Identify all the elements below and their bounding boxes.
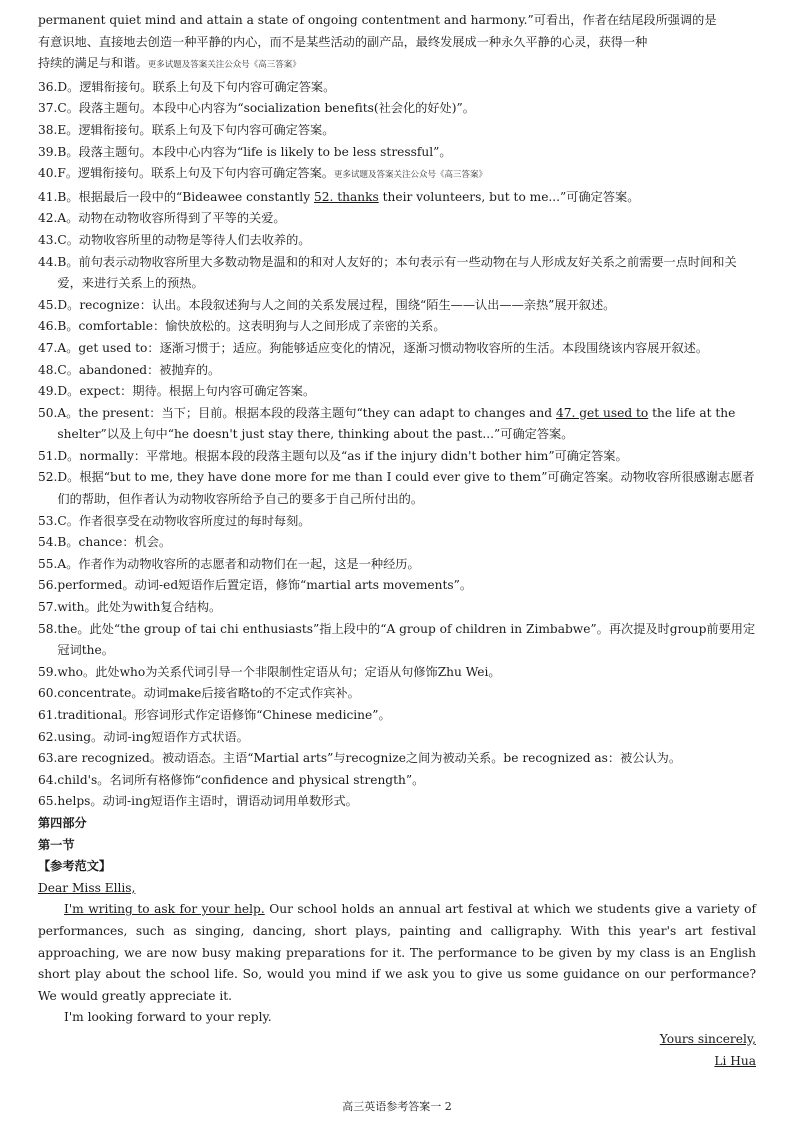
answer-explanation bbox=[57, 381, 756, 403]
answer-item bbox=[38, 619, 756, 662]
answer-item bbox=[38, 662, 756, 684]
answer-explanation bbox=[57, 360, 756, 382]
answer-underlined-quote: 52. thanks bbox=[313, 189, 379, 204]
answer-explanation bbox=[57, 187, 756, 209]
promo-note: 更多试题及答案关注公众号《高三答案》 bbox=[147, 60, 301, 71]
answer-item bbox=[38, 77, 756, 99]
answer-explanation bbox=[57, 252, 756, 295]
answer-text-pre: A。the present：当下；目前。根据本段的段落主题句“they can adapt to changes and bbox=[57, 405, 556, 420]
letter-greeting bbox=[38, 878, 756, 900]
answer-item bbox=[38, 532, 756, 554]
answer-text: F。逻辑衔接句。联系上句及下句内容可确定答案。 bbox=[57, 166, 334, 181]
answer-text: B。段落主题句。本段中心内容为“life is likely to be less stressful”。 bbox=[57, 144, 452, 159]
answer-item bbox=[38, 791, 756, 813]
answer-explanation bbox=[57, 98, 756, 120]
answer-explanation bbox=[57, 554, 756, 576]
answer-explanation bbox=[57, 511, 756, 533]
answer-item bbox=[38, 187, 756, 209]
answer-text: D。逻辑衔接句。联系上句及下句内容可确定答案。 bbox=[57, 79, 336, 94]
answer-underlined-quote: 47. get used to bbox=[555, 405, 649, 420]
answer-explanation bbox=[57, 230, 756, 252]
answer-number: 62. bbox=[38, 729, 58, 744]
answer-text: performed。动词-ed短语作后置定语，修饰“martial arts movements”。 bbox=[57, 578, 473, 593]
answer-explanation bbox=[57, 532, 756, 554]
answer-text: C。abandoned：被抛弃的。 bbox=[57, 362, 221, 377]
answer-number: 40. bbox=[38, 166, 58, 181]
answer-item bbox=[38, 360, 756, 382]
answer-item bbox=[38, 316, 756, 338]
answer-explanation bbox=[57, 142, 756, 164]
letter-body-text: Our school holds an annual art festival at which we students give a variety of performances, such as singing, dancing, short plays, painting and calligraphy. With this year's art festival approaching, we are now busy making preparations for it. The performance to be given by my class is an English short play about the school life. So, would you mind if we ask you to give us some guidance on our performance? We would greatly appreciate it. bbox=[38, 902, 756, 1003]
answer-item bbox=[38, 163, 756, 187]
answer-number: 53. bbox=[38, 513, 58, 528]
answer-text: C。动物收容所里的动物是等待人们去收养的。 bbox=[57, 232, 311, 247]
answer-number: 65. bbox=[38, 794, 58, 809]
answer-explanation bbox=[57, 683, 756, 705]
answer-text: D。expect：期待。根据上句内容可确定答案。 bbox=[57, 384, 316, 399]
answer-item bbox=[38, 142, 756, 164]
answer-number: 36. bbox=[38, 79, 58, 94]
answer-text: who。此处who为关系代词引导一个非限制性定语从句；定语从句修饰Zhu Wei。 bbox=[57, 664, 501, 679]
answer-number: 39. bbox=[38, 144, 58, 159]
answer-explanation bbox=[57, 748, 756, 770]
answer-explanation bbox=[57, 77, 756, 99]
answer-explanation bbox=[57, 705, 756, 727]
letter-signature bbox=[38, 1051, 756, 1073]
answer-number: 49. bbox=[38, 384, 58, 399]
answer-list bbox=[38, 77, 756, 813]
answer-explanation bbox=[57, 120, 756, 142]
answer-text: A。作者作为动物收容所的志愿者和动物们在一起，这是一种经历。 bbox=[57, 556, 420, 571]
answer-explanation bbox=[57, 467, 756, 510]
answer-text: D。normally：平常地。根据本段的段落主题句以及“as if the injury didn't bother him”可确定答案。 bbox=[57, 448, 628, 463]
answer-number: 37. bbox=[38, 101, 58, 116]
answer-number: 50. bbox=[38, 405, 58, 420]
answer-text: B。前句表示动物收容所里大多数动物是温和的和对人友好的；本句表示有一些动物在与人形成友好关系之前需要一点时间和关爱，来进行关系上的预热。 bbox=[57, 254, 737, 291]
answer-item bbox=[38, 683, 756, 705]
answer-item bbox=[38, 446, 756, 468]
answer-item bbox=[38, 120, 756, 142]
answer-explanation bbox=[57, 316, 756, 338]
answer-text: C。段落主题句。本段中心内容为“socialization benefits(社会化的好处)”。 bbox=[57, 101, 475, 116]
answer-text: D。根据“but to me, they have done more for me than I could ever give to them”可确定答案。动物收容所很感谢志愿者们的帮助，但作者认为动物收容所给予自己的要多于自己所付出的。 bbox=[57, 470, 755, 507]
answer-item bbox=[38, 597, 756, 619]
answer-text-post: their volunteers, but to me...”可确定答案。 bbox=[378, 189, 640, 204]
answer-explanation bbox=[57, 727, 756, 749]
answer-item bbox=[38, 705, 756, 727]
answer-text: A。get used to：逐渐习惯于；适应。狗能够适应变化的情况，逐渐习惯动物收容所的生活。本段围绕该内容展开叙述。 bbox=[57, 340, 709, 355]
answer-text-post: the life at the shelter”以及上句中“he doesn't just stay there, thinking about the past...”可确定答案。 bbox=[57, 405, 736, 442]
answer-text: the。此处“the group of tai chi enthusiasts”指上段中的“A group of children in Zimbabwe”。再次提及时group前要用定冠词the。 bbox=[57, 621, 756, 658]
answer-number: 43. bbox=[38, 232, 58, 247]
answer-number: 61. bbox=[38, 708, 58, 722]
answer-number: 56. bbox=[38, 578, 58, 593]
answer-number: 55. bbox=[38, 556, 58, 571]
answer-item bbox=[38, 403, 756, 446]
answer-number: 54. bbox=[38, 535, 58, 550]
intro-line-1: permanent quiet mind and attain a state of ongoing contentment and harmony.”可看出，作者在结尾段所强调的是 bbox=[38, 13, 717, 27]
answer-text: B。comfortable：愉快放松的。这表明狗与人之间形成了亲密的关系。 bbox=[57, 319, 446, 334]
answer-text: A。动物在动物收容所得到了平等的关爱。 bbox=[57, 211, 286, 226]
answer-number: 59. bbox=[38, 664, 58, 679]
answer-number: 52. bbox=[38, 470, 58, 485]
answer-item bbox=[38, 208, 756, 230]
answer-item bbox=[38, 748, 756, 770]
answer-explanation bbox=[57, 403, 756, 446]
answer-item bbox=[38, 554, 756, 576]
answer-number: 46. bbox=[38, 319, 58, 334]
answer-explanation bbox=[57, 597, 756, 619]
answer-number: 44. bbox=[38, 254, 58, 269]
answer-item bbox=[38, 511, 756, 533]
page-footer: 高三英语参考答案一 2 bbox=[342, 1100, 452, 1113]
answer-text: helps。动词-ing短语作主语时，谓语动词用单数形式。 bbox=[57, 794, 358, 809]
answer-explanation bbox=[57, 446, 756, 468]
answer-text: child's。名词所有格修饰“confidence and physical strength”。 bbox=[57, 772, 425, 787]
promo-note: 更多试题及答案关注公众号《高三答案》 bbox=[333, 170, 487, 181]
answer-text: E。逻辑衔接句。联系上句及下句内容可确定答案。 bbox=[57, 122, 335, 137]
answer-number: 58. bbox=[38, 621, 58, 636]
answer-number: 51. bbox=[38, 448, 58, 463]
answer-explanation bbox=[57, 770, 756, 792]
answer-text: C。作者很享受在动物收容所度过的每时每刻。 bbox=[57, 513, 311, 528]
letter-signature-text: Li Hua bbox=[714, 1053, 756, 1068]
answer-text: concentrate。动词make后接省略to的不定式作宾补。 bbox=[57, 686, 360, 701]
letter-opening-sentence: I'm writing to ask for your help. bbox=[64, 902, 265, 917]
answer-explanation bbox=[57, 338, 756, 360]
answer-explanation bbox=[57, 575, 756, 597]
answer-explanation bbox=[57, 791, 756, 813]
answer-number: 41. bbox=[38, 189, 58, 204]
answer-item bbox=[38, 770, 756, 792]
answer-text: B。chance：机会。 bbox=[57, 535, 172, 550]
letter-greeting-text: Dear Miss Ellis, bbox=[38, 880, 136, 895]
answer-text: are recognized。被动语态。主语“Martial arts”与recognize之间为被动关系。be recognized as：被公认为。 bbox=[57, 751, 682, 766]
answer-number: 42. bbox=[38, 211, 58, 226]
answer-text: D。recognize：认出。本段叙述狗与人之间的关系发展过程，围绕“陌生——认出——亲热”展开叙述。 bbox=[57, 297, 616, 312]
answer-number: 60. bbox=[38, 686, 58, 701]
answer-text: traditional。形容词形式作定语修饰“Chinese medicine”。 bbox=[57, 708, 391, 722]
sample-heading: 【参考范文】 bbox=[38, 859, 112, 874]
letter-closing bbox=[38, 1029, 756, 1051]
letter-closing-text: Yours sincerely, bbox=[659, 1031, 756, 1046]
answer-item bbox=[38, 295, 756, 317]
answer-number: 45. bbox=[38, 297, 58, 312]
answer-text-pre: B。根据最后一段中的“Bideawee constantly bbox=[57, 189, 314, 204]
answer-number: 63. bbox=[38, 751, 58, 766]
answer-text: with。此处为with复合结构。 bbox=[57, 600, 222, 615]
answer-number: 47. bbox=[38, 340, 58, 355]
answer-item bbox=[38, 98, 756, 120]
subpart-heading: 第一节 bbox=[38, 837, 75, 852]
answer-explanation bbox=[57, 295, 756, 317]
answer-item bbox=[38, 381, 756, 403]
letter-paragraph-1 bbox=[38, 899, 756, 1007]
answer-explanation bbox=[57, 662, 756, 684]
intro-line-3 bbox=[38, 53, 756, 77]
intro-line-2: 有意识地、直接地去创造一种平静的内心，而不是某些活动的副产品，最终发展成一种永久平静的心灵，获得一种 bbox=[38, 34, 648, 49]
answer-item bbox=[38, 575, 756, 597]
answer-explanation bbox=[57, 163, 756, 187]
answer-item bbox=[38, 252, 756, 295]
letter-paragraph-2: I'm looking forward to your reply. bbox=[64, 1010, 272, 1025]
answer-item bbox=[38, 467, 756, 510]
answer-item bbox=[38, 727, 756, 749]
answer-explanation bbox=[57, 619, 756, 662]
answer-item bbox=[38, 338, 756, 360]
part-heading: 第四部分 bbox=[38, 815, 87, 830]
answer-number: 48. bbox=[38, 362, 58, 377]
answer-text: using。动词-ing短语作方式状语。 bbox=[57, 729, 249, 744]
intro-line-3-text: 持续的满足与和谐。 bbox=[38, 56, 148, 71]
answer-number: 57. bbox=[38, 600, 58, 615]
answer-item bbox=[38, 230, 756, 252]
answer-explanation bbox=[57, 208, 756, 230]
answer-number: 38. bbox=[38, 122, 58, 137]
answer-number: 64. bbox=[38, 772, 58, 787]
